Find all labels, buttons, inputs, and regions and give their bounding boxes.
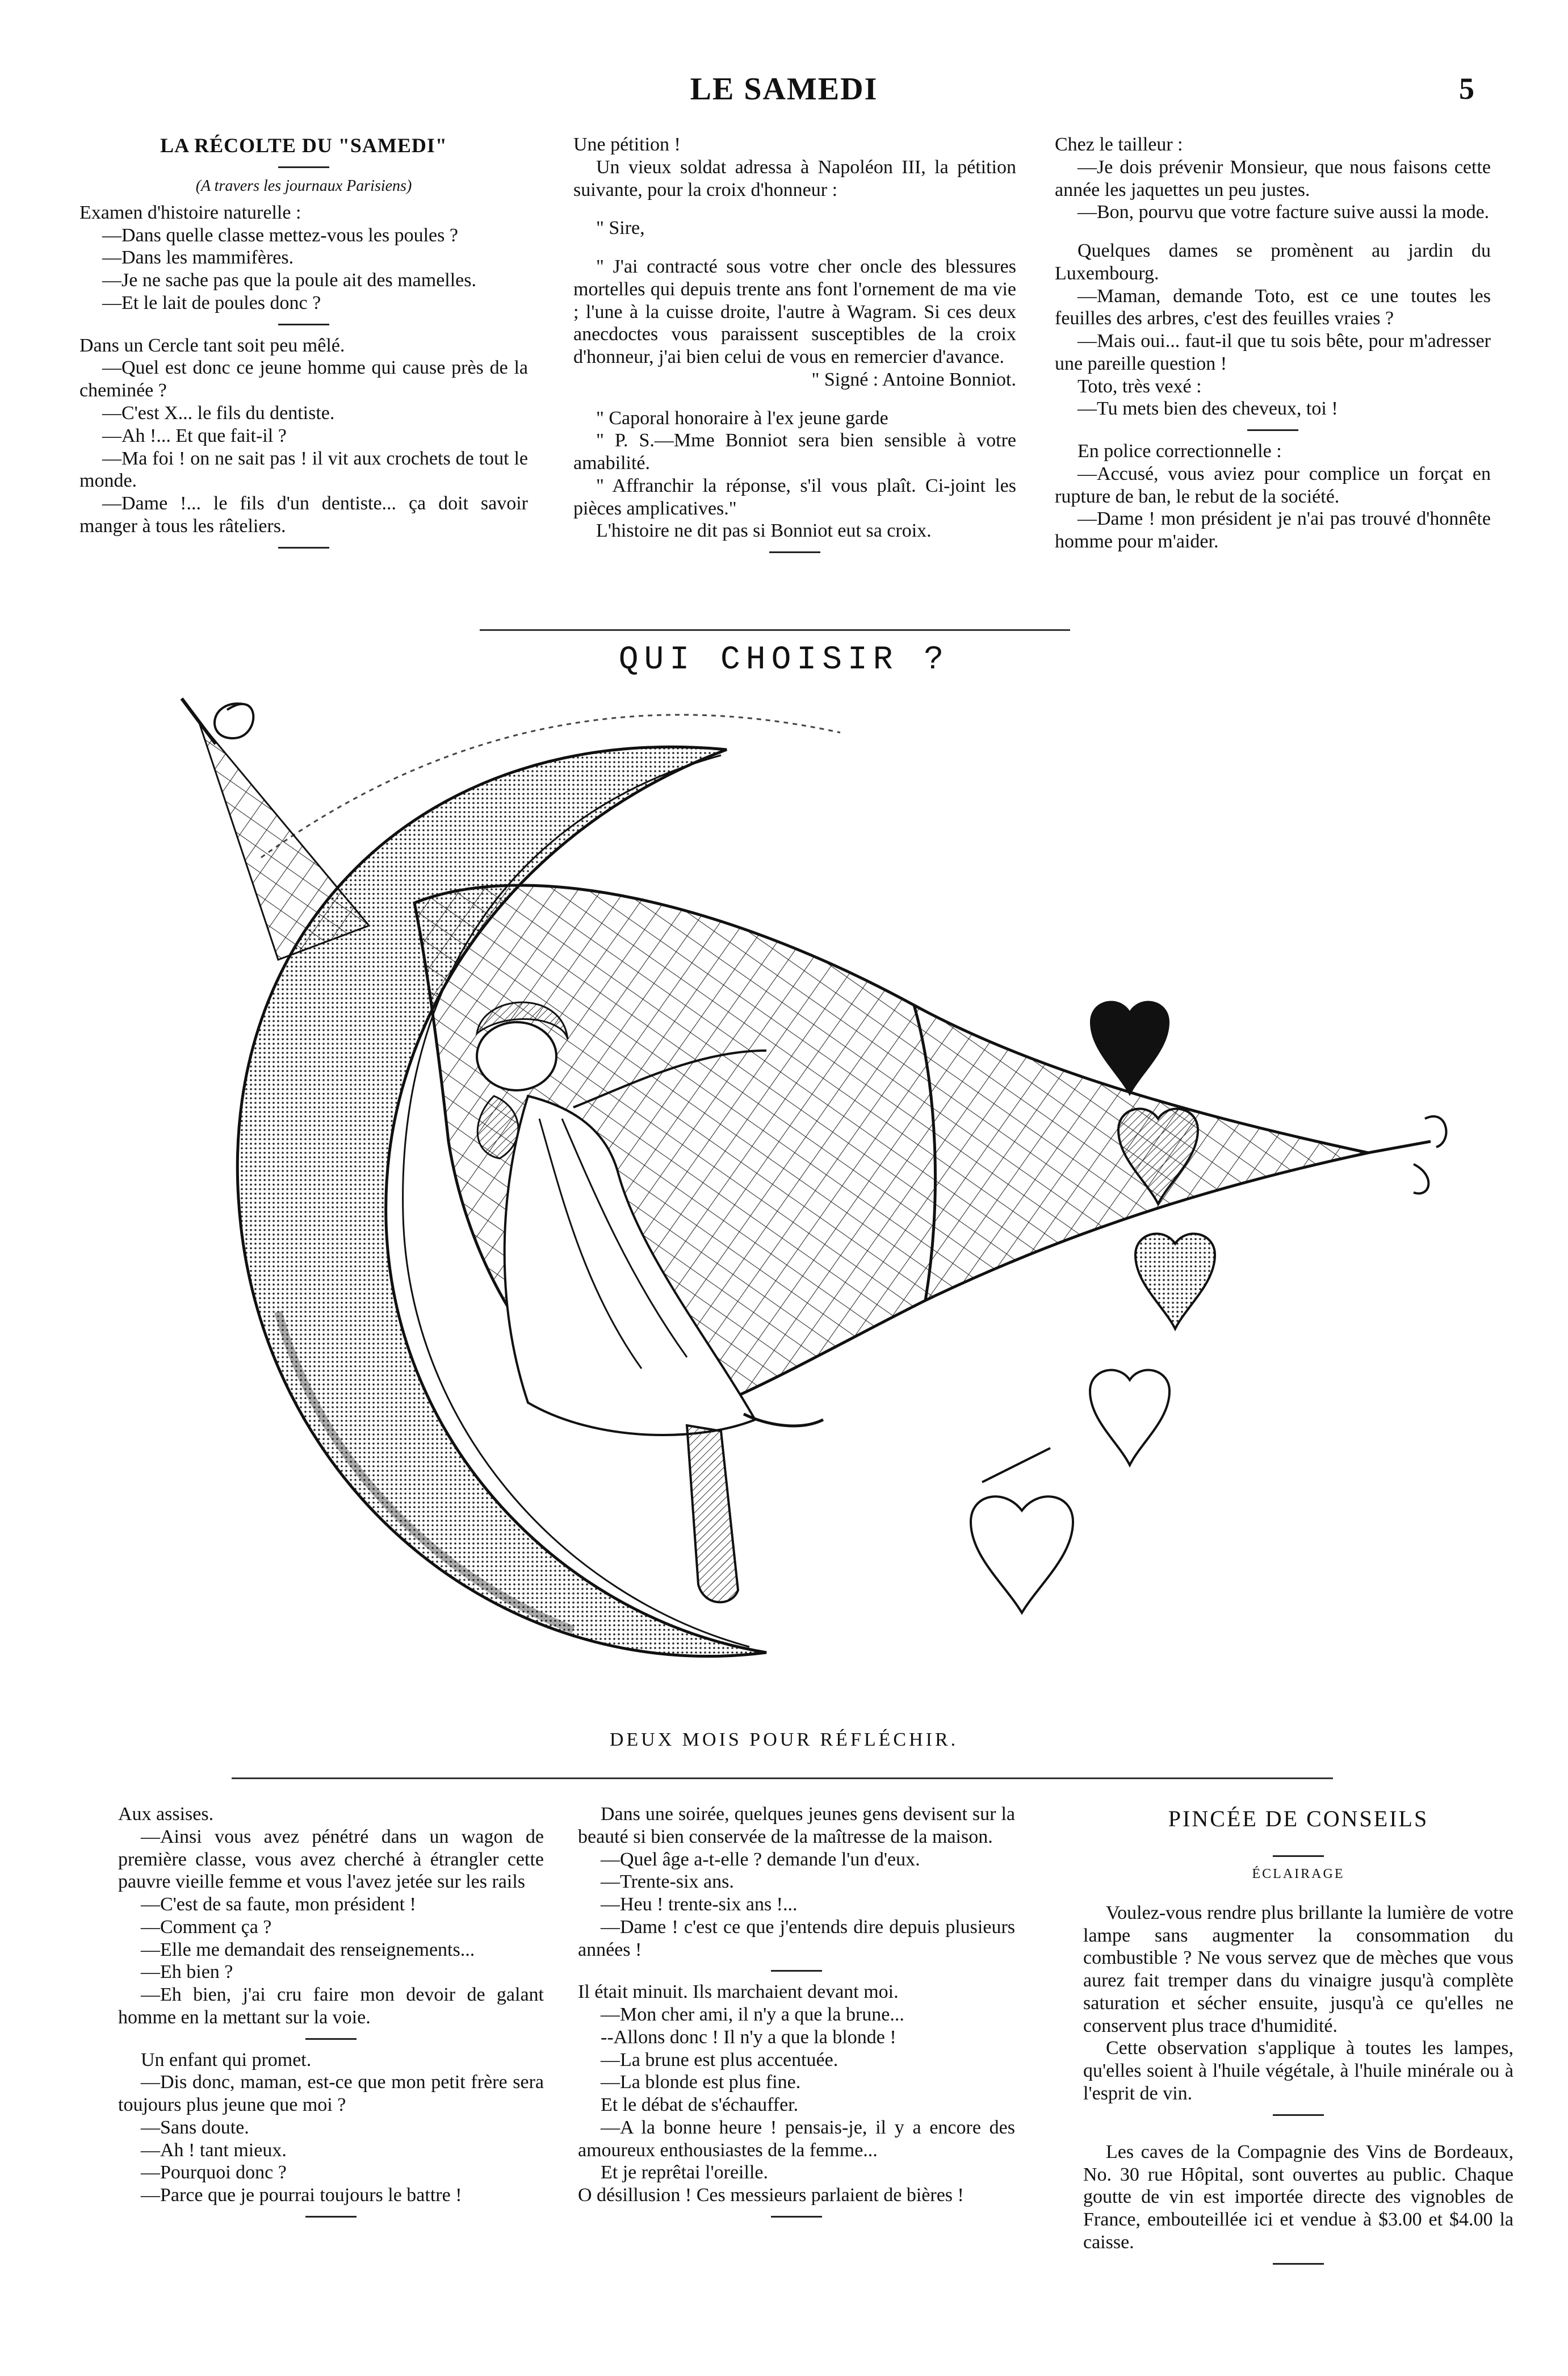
paragraph: Examen d'histoire naturelle : [79,202,301,223]
paragraph: —Quel est donc ce jeune homme qui cause près de la cheminée ? [79,357,528,401]
newspaper-title: LE SAMEDI [690,72,878,107]
paragraph: Aux assises. [118,1804,214,1825]
paragraph: —Dame ! mon président je n'ai pas trouvé d'honnête homme pour m'aider. [1055,508,1491,553]
paragraph: Chez le tailleur : [1055,134,1183,155]
bottom-column-3 [1083,1803,1514,2274]
paragraph: " Caporal honoraire à l'ex jeune garde [596,407,888,429]
paragraph: Toto, très vexé : [1078,375,1202,397]
paragraph: Il était minuit. Ils marchaient devant moi. [578,1981,899,2003]
paragraph: Dans une soirée, quelques jeunes gens devisent sur la beauté si bien conservée de la maîtresse de la maison. [578,1804,1015,1847]
paragraph: " P. S.—Mme Bonniot sera bien sensible à votre amabilité. [573,430,1016,474]
horizontal-rule [480,629,1070,631]
engraving-illustration [131,687,1453,1726]
paragraph: —Mais oui... faut-il que tu sois bête, pour m'adresser une pareille question ! [1055,331,1491,374]
paragraph: —Elle me demandait des renseignements... [141,1939,475,1960]
paragraph: —Dame ! c'est ce que j'entends dire depuis plusieurs années ! [578,1916,1015,1960]
paragraph: —Eh bien ? [141,1961,233,1983]
paragraph: —Dans les mammifères. [102,247,294,269]
paragraph: En police correctionnelle : [1078,441,1282,462]
paragraph: —Et le lait de poules donc ? [102,292,321,313]
paragraph: —Maman, demande Toto, est ce une toutes les feuilles des arbres, c'est des feuilles vraies ? [1055,285,1491,329]
divider [278,324,329,325]
paragraph: —Ainsi vous avez pénétré dans un wagon de première classe, vous avez cherché à étrangler cette pauvre vieille femme et vous l'avez jetée sur les rails [118,1826,544,1893]
section-subheading: ÉCLAIRAGE [1252,1866,1345,1881]
paragraph: Les caves de la Compagnie des Vins de Bordeaux, No. 30 rue Hôpital, sont ouvertes au public. Chaque goutte de vin est importée directe des vignobles de France, embouteillée ici et vendue à $3.00 et $4.00 la caisse. [1083,2141,1514,2253]
paragraph: —C'est X... le fils du dentiste. [102,402,335,424]
paragraph: —Je ne sache pas que la poule ait des mamelles. [102,270,476,291]
divider [769,551,820,553]
paragraph: " Affranchir la réponse, s'il vous plaît. Ci-joint les pièces amplicatives." [573,475,1016,519]
divider [305,2216,357,2218]
paragraph: —Parce que je pourrai toujours le battre ! [141,2185,462,2206]
paragraph: —Ah !... Et que fait-il ? [102,425,287,446]
black-heart [1090,1001,1169,1096]
paragraph: —Dans quelle classe mettez-vous les poules ? [102,224,458,246]
column-3 [1055,133,1491,553]
paragraph: —La brune est plus accentuée. [601,2049,838,2070]
illustration-title: QUI CHOISIR ? [618,642,950,679]
divider [278,547,329,549]
divider [278,166,329,168]
dotted-heart [1135,1234,1215,1329]
paragraph: Et le débat de s'échauffer. [601,2094,799,2116]
page-number: 5 [1459,72,1474,106]
paragraph: —Ma foi ! on ne sait pas ! il vit aux crochets de tout le monde. [79,447,528,492]
paragraph: —Mon cher ami, il n'y a que la brune... [601,2004,904,2026]
outline-heart [1090,1370,1169,1465]
paragraph: Dans un Cercle tant soit peu mêlé. [79,334,345,356]
paragraph: —Sans doute. [141,2116,249,2138]
divider [1247,429,1298,431]
paragraph: —Dis donc, maman, est-ce que mon petit frère sera toujours plus jeune que moi ? [118,2072,544,2116]
divider [771,1970,822,1972]
section-subheading: (A travers les journaux Parisiens) [195,177,412,195]
column-2 [573,133,1016,562]
horizontal-rule [232,1777,1333,1779]
paragraph: —A la bonne heure ! pensais-je, il y a encore des amoureux enthousiastes de la femme... [578,2116,1015,2161]
paragraph: Voulez-vous rendre plus brillante la lumière de votre lampe sans augmenter la consommation du combustible ? Ne vous servez que de mèches que vous aurez fait tremper dans du vinaigre jusqu'à complète saturation et sécher ensuite, jusqu'à ce qu'elles ne conservent plus trace d'humidité. [1083,1902,1514,2036]
paragraph: —Tu mets bien des cheveux, toi ! [1078,398,1338,420]
paragraph: —Je dois prévenir Monsieur, que nous faisons cette année les jaquettes un peu justes. [1055,156,1491,200]
paragraph: —Trente-six ans. [601,1871,734,1893]
moon-hammock-drawing [131,687,1453,1726]
paragraph: Et je reprêtai l'oreille. [601,2162,768,2183]
arrow-heart [971,1496,1073,1613]
paragraph: —Ah ! tant mieux. [141,2139,287,2161]
signature: " Signé : Antoine Bonniot. [811,369,1016,390]
illustration-caption: DEUX MOIS POUR RÉFLÉCHIR. [609,1729,959,1750]
column-1 [79,133,528,558]
paragraph: Cette observation s'applique à toutes les lampes, qu'elles soient à l'huile végétale, à l'huile minérale ou à l'esprit de vin. [1083,2038,1514,2104]
bottom-column-2 [578,1803,1015,2227]
bottom-column-1 [118,1803,544,2227]
paragraph: —Bon, pourvu que votre facture suive aussi la mode. [1078,202,1490,223]
paragraph: " J'ai contracté sous votre cher oncle des blessures mortelles qui depuis trente ans font l'ornement de ma vie ; l'une à la cuisse droite, l'autre à Wagram. Si ces deux anecdoctes vous paraissent susceptibles de la croix d'honneur, j'ai bien celui de vous en remercier d'avance. [573,256,1016,368]
paragraph: —Dame !... le fils d'un dentiste... ça doit savoir manger à tous les râteliers. [79,493,528,537]
paragraph: —Accusé, vous aviez pour complice un forçat en rupture de ban, le rebut de la société. [1055,463,1491,507]
divider [1273,1855,1324,1857]
paragraph: L'histoire ne dit pas si Bonniot eut sa croix. [596,520,932,542]
paragraph: Quelques dames se promènent au jardin du Luxembourg. [1055,240,1491,284]
paragraph: O désillusion ! Ces messieurs parlaient de bières ! [578,2185,964,2206]
section-heading: PINCÉE DE CONSEILS [1168,1806,1429,1831]
paragraph: Un vieux soldat adressa à Napoléon III, la pétition suivante, pour la croix d'honneur : [573,156,1016,200]
divider [1273,2114,1324,2116]
divider [771,2216,822,2218]
section-heading: LA RÉCOLTE DU "SAMEDI" [160,134,447,157]
divider [1273,2263,1324,2265]
paragraph: --Allons donc ! Il n'y a que la blonde ! [601,2026,896,2048]
paragraph: —C'est de sa faute, mon président ! [141,1894,416,1915]
divider [305,2038,357,2040]
paragraph: " Sire, [596,217,645,239]
paragraph: Une pétition ! [573,134,681,155]
paragraph: —Comment ça ? [141,1916,272,1938]
paragraph: —Eh bien, j'ai cru faire mon devoir de galant homme en la mettant sur la voie. [118,1984,544,2028]
paragraph: —La blonde est plus fine. [601,2072,801,2093]
left-hammock-rope [182,698,369,960]
paragraph: —Pourquoi donc ? [141,2162,287,2183]
paragraph: Un enfant qui promet. [141,2049,312,2070]
paragraph: —Quel âge a-t-elle ? demande l'un d'eux. [601,1848,920,1870]
paragraph: —Heu ! trente-six ans !... [601,1894,798,1915]
